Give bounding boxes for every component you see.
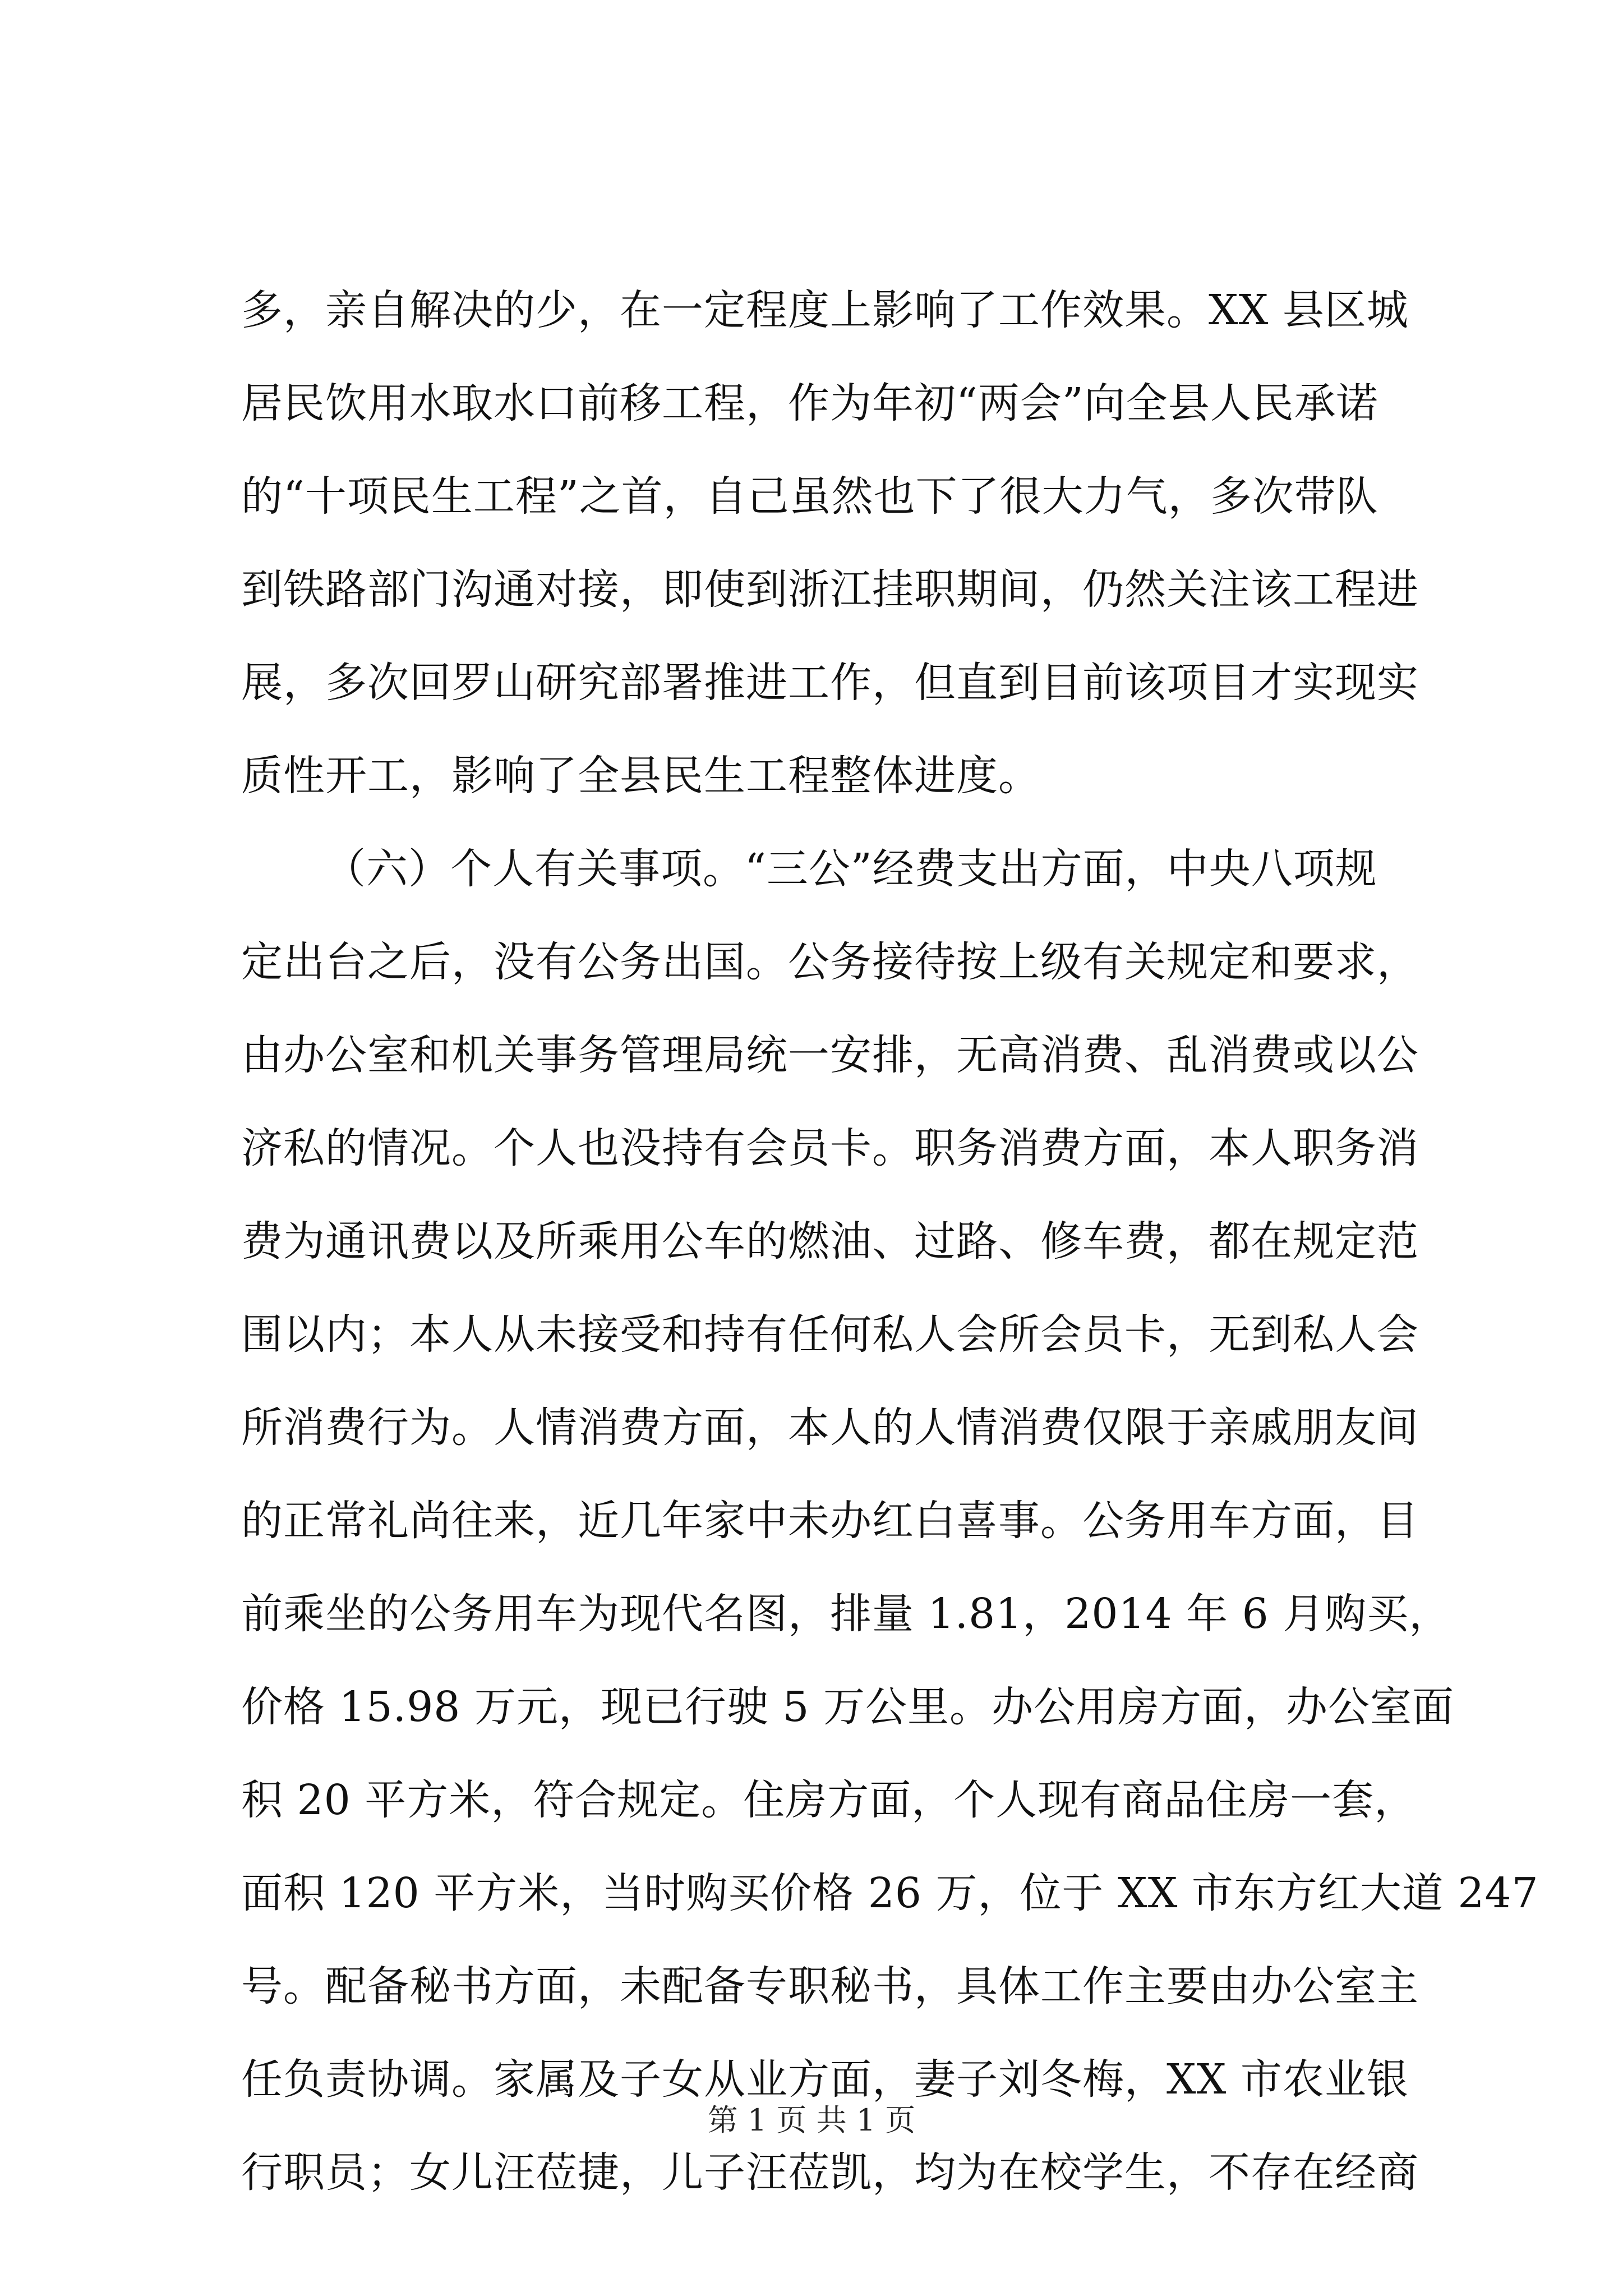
text-line: 质性开工，影响了全县民生工程整体进度。 — [241, 752, 1040, 800]
text-line: 号。配备秘书方面，未配备专职秘书，具体工作主要由办公室主 — [241, 1962, 1419, 2010]
text-line: 的“十项民生工程”之首，自己虽然也下了很大力气，多次带队 — [241, 472, 1378, 521]
text-line: 的正常礼尚往来，近几年家中未办红白喜事。公务用车方面，目 — [241, 1497, 1419, 1545]
text-line: 行职员；女儿汪莅捷，儿子汪莅凯，均为在校学生，不存在经商 — [241, 2148, 1419, 2197]
text-line: 定出台之后，没有公务出国。公务接待按上级有关规定和要求， — [241, 938, 1419, 986]
text-line: 积 20 平方米，符合规定。住房方面，个人现有商品住房一套， — [241, 1776, 1417, 1824]
text-line: 价格 15.98 万元，现已行驶 5 万公里。办公用房方面，办公室面 — [241, 1683, 1455, 1731]
text-line: 前乘坐的公务用车为现代名图，排量 1.81，2014 年 6 月购买， — [241, 1590, 1451, 1638]
text-line: 任负责协调。家属及子女从业方面，妻子刘冬梅，XX 市农业银 — [241, 2055, 1409, 2104]
document-body — [241, 264, 1539, 2219]
text-line: 由办公室和机关事务管理局统一安排，无高消费、乱消费或以公 — [241, 1031, 1419, 1079]
text-line: 多，亲自解决的少，在一定程度上影响了工作效果。XX 县区城 — [241, 286, 1409, 334]
text-line: 所消费行为。人情消费方面，本人的人情消费仅限于亲戚朋友间 — [241, 1404, 1419, 1452]
text-line: 展，多次回罗山研究部署推进工作，但直到目前该项目才实现实 — [241, 659, 1419, 707]
text-line: 面积 120 平方米，当时购买价格 26 万，位于 XX 市东方红大道 247 — [241, 1869, 1539, 1917]
page-number-footer: 第 1 页 共 1 页 — [707, 2102, 916, 2138]
text-line: 到铁路部门沟通对接，即使到浙江挂职期间，仍然关注该工程进 — [241, 565, 1419, 614]
section-heading-line: （六）个人有关事项。“三公”经费支出方面，中央八项规 — [324, 845, 1377, 893]
text-line: 济私的情况。个人也没持有会员卡。职务消费方面，本人职务消 — [241, 1124, 1419, 1172]
text-line: 围以内；本人从未接受和持有任何私人会所会员卡，无到私人会 — [241, 1310, 1419, 1359]
text-line: 费为通讯费以及所乘用公车的燃油、过路、修车费，都在规定范 — [241, 1217, 1419, 1266]
text-line: 居民饮用水取水口前移工程，作为年初“两会”向全县人民承诺 — [241, 379, 1378, 427]
